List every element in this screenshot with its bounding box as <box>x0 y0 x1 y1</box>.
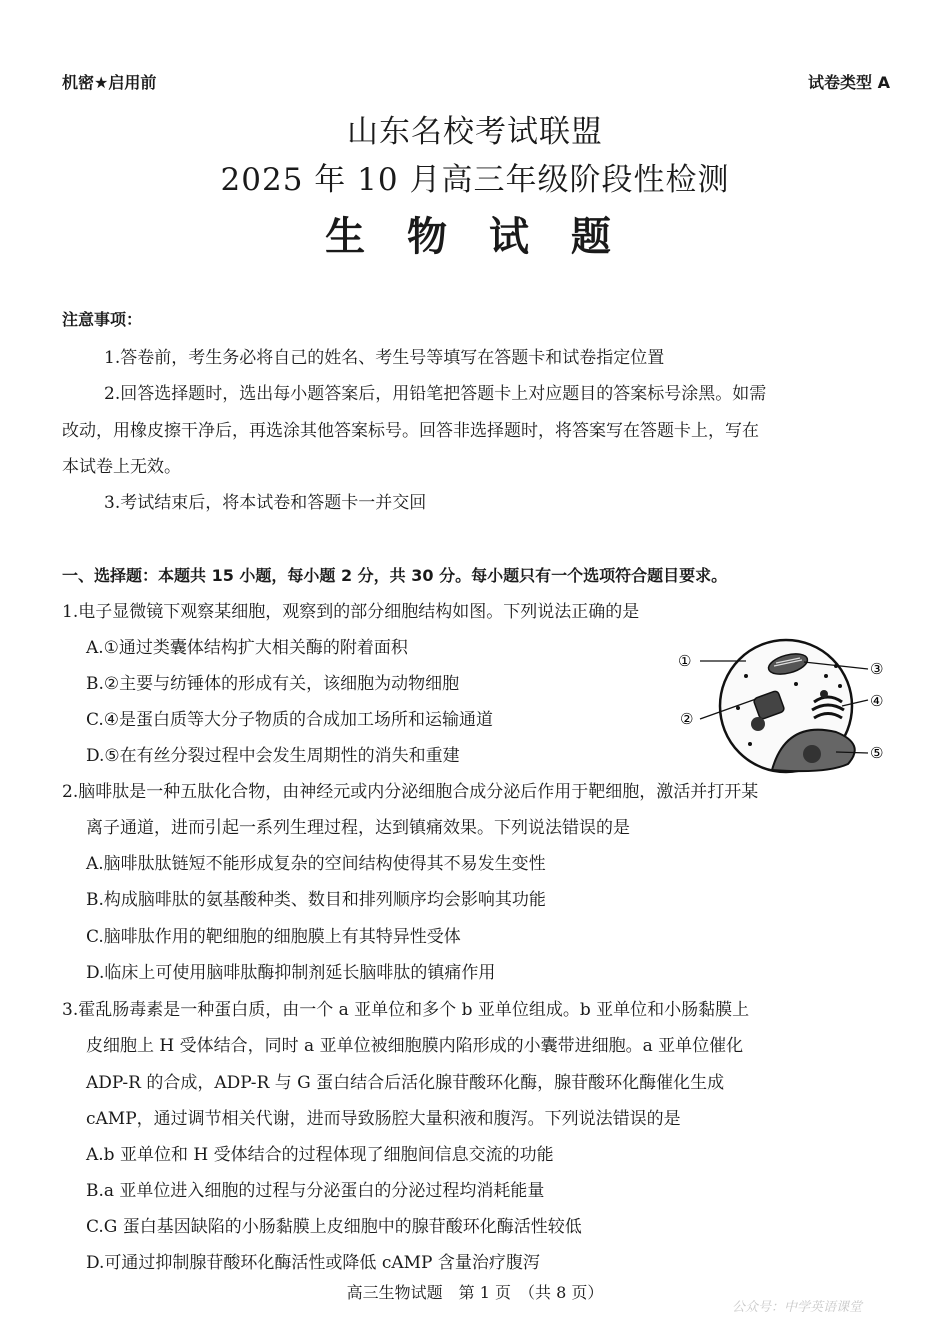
page-footer: 高三生物试题 第 1 页 （共 8 页） <box>346 1283 604 1302</box>
q2-option-c: C.脑啡肽作用的靶细胞的细胞膜上有其特异性受体 <box>86 927 461 947</box>
cell-structure-figure <box>676 636 896 776</box>
figure-label-1: ① <box>678 652 692 670</box>
q2-option-b: B.构成脑啡肽的氨基酸种类、数目和排列顺序均会影响其功能 <box>86 890 546 910</box>
q3-stem-line-2: 皮细胞上 H 受体结合，同时 a 亚单位被细胞膜内陷形成的小囊带进细胞。a 亚单位催化 <box>86 1036 744 1056</box>
subject-title: 生 物 试 题 <box>325 214 625 260</box>
q2-stem-line-2: 离子通道，进而引起一系列生理过程，达到镇痛效果。下列说法错误的是 <box>86 818 630 838</box>
q3-option-d: D.可通过抑制腺苷酸环化酶活性或降低 cAMP 含量治疗腹泻 <box>86 1253 540 1273</box>
figure-label-5: ⑤ <box>870 744 884 762</box>
q3-stem-line-1: 3.霍乱肠毒素是一种蛋白质，由一个 a 亚单位和多个 b 亚单位组成。b 亚单位和小肠黏膜上 <box>62 1000 750 1020</box>
q3-option-c: C.G 蛋白基因缺陷的小肠黏膜上皮细胞中的腺苷酸环化酶活性较低 <box>86 1217 582 1237</box>
exam-date-title: 2025 年 10 月高三年级阶段性检测 <box>220 162 730 198</box>
ribosome-dot <box>748 742 752 746</box>
q1-option-b: B.②主要与纺锤体的形成有关，该细胞为动物细胞 <box>86 674 460 694</box>
watermark: 公众号：中学英语课堂 <box>732 1300 863 1315</box>
notice-item-2-line-2: 改动，用橡皮擦干净后，再选涂其他答案标号。回答非选择题时，将答案写在答题卡上，写在 <box>62 421 759 441</box>
figure-label-4: ④ <box>870 692 884 710</box>
figure-label-3: ③ <box>870 660 884 678</box>
q1-option-d: D.⑤在有丝分裂过程中会发生周期性的消失和重建 <box>86 746 460 766</box>
notice-item-3: 3.考试结束后，将本试卷和答题卡一并交回 <box>104 493 427 513</box>
confidential-label: 机密★启用前 <box>62 73 157 92</box>
notice-item-1: 1.答卷前，考生务必将自己的姓名、考生号等填写在答题卡和试卷指定位置 <box>104 348 665 368</box>
ribosome-dot <box>744 674 748 678</box>
centrosome-shape <box>751 717 765 731</box>
q2-stem-line-1: 2.脑啡肽是一种五肽化合物，由神经元或内分泌细胞合成分泌后作用于靶细胞，激活并打开某 <box>62 782 759 802</box>
ribosome-dot <box>794 682 798 686</box>
q2-option-a: A.脑啡肽肽链短不能形成复杂的空间结构使得其不易发生变性 <box>86 854 546 874</box>
q2-option-d: D.临床上可使用脑啡肽酶抑制剂延长脑啡肽的镇痛作用 <box>86 963 496 983</box>
notice-heading: 注意事项： <box>62 310 143 329</box>
notice-item-2-line-3: 本试卷上无效。 <box>62 457 181 477</box>
figure-label-2: ② <box>680 710 694 728</box>
ribosome-dot <box>824 674 828 678</box>
q3-stem-line-3: ADP-R 的合成，ADP-R 与 G 蛋白结合后活化腺苷酸环化酶，腺苷酸环化酶催化生成 <box>86 1073 725 1093</box>
section-1-heading: 一、选择题：本题共 15 小题，每小题 2 分，共 30 分。每小题只有一个选项符合题目要求。 <box>62 566 728 585</box>
q1-option-c: C.④是蛋白质等大分子物质的合成加工场所和运输通道 <box>86 710 494 730</box>
q1-stem: 1.电子显微镜下观察某细胞，观察到的部分细胞结构如图。下列说法正确的是 <box>62 602 640 622</box>
exam-union-title: 山东名校考试联盟 <box>347 114 603 150</box>
nucleolus-shape <box>803 745 821 763</box>
notice-item-2-line-1: 2.回答选择题时，选出每小题答案后，用铅笔把答题卡上对应题目的答案标号涂黑。如需 <box>104 384 767 404</box>
q3-stem-line-4: cAMP，通过调节相关代谢，进而导致肠腔大量积液和腹泻。下列说法错误的是 <box>86 1109 681 1129</box>
ribosome-dot <box>838 684 842 688</box>
q3-option-a: A.b 亚单位和 H 受体结合的过程体现了细胞间信息交流的功能 <box>86 1145 554 1165</box>
q3-option-b: B.a 亚单位进入细胞的过程与分泌蛋白的分泌过程均消耗能量 <box>86 1181 545 1201</box>
vesicle-shape <box>820 690 828 698</box>
paper-type-label: 试卷类型 A <box>808 73 890 92</box>
q1-option-a: A.①通过类囊体结构扩大相关酶的附着面积 <box>86 638 408 658</box>
